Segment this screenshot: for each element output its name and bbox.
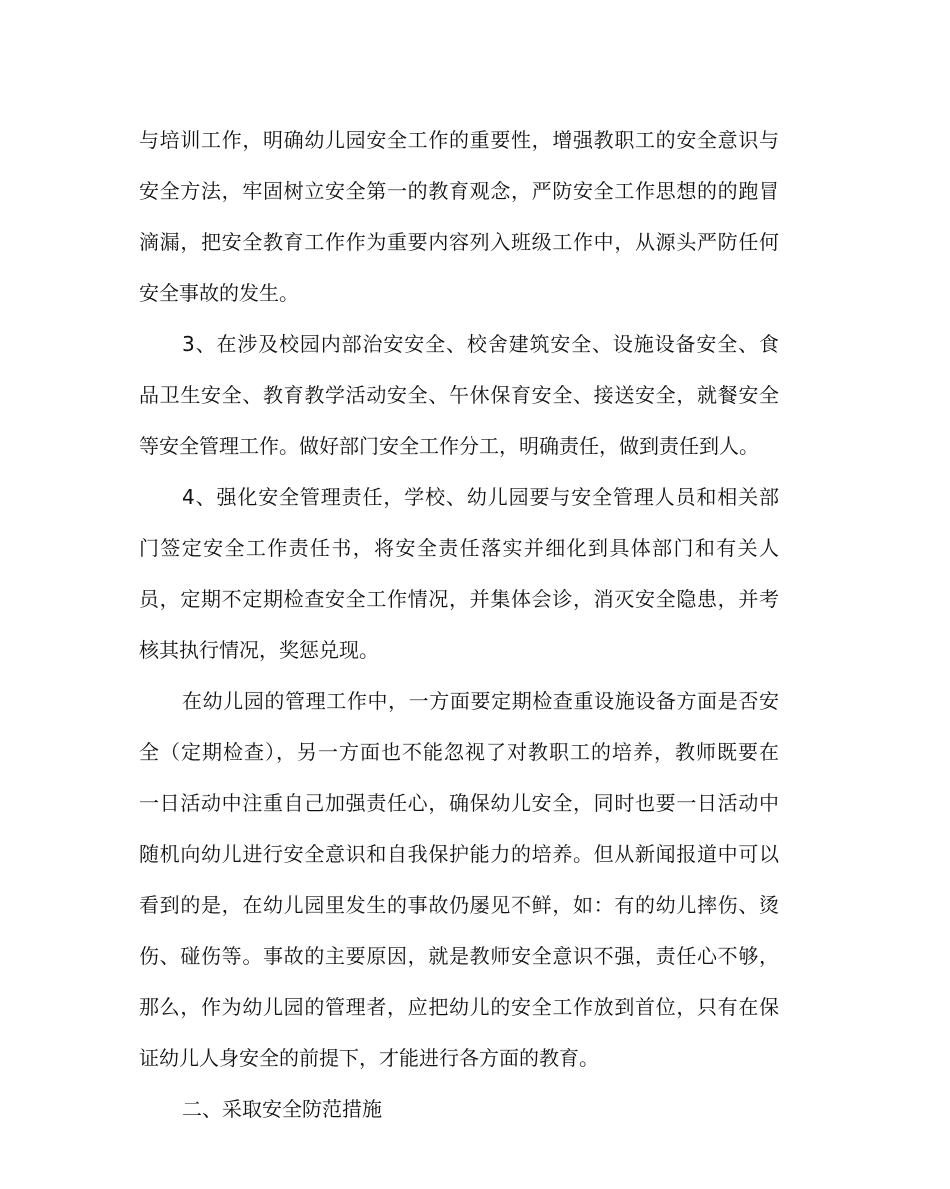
document-body	[139, 117, 779, 1137]
text-line: 与培训工作，明确幼儿园安全工作的重要性，增强教职工的安全意识与	[139, 128, 779, 152]
text-line: 员，定期不定期检查安全工作情况，并集体会诊，消灭安全隐患，并考	[139, 587, 779, 611]
text-line: 滴漏，把安全教育工作作为重要内容列入班级工作中，从源头严防任何	[139, 230, 779, 254]
text-line: 伤、碰伤等。事故的主要原因，就是教师安全意识不强，责任心不够，	[139, 944, 779, 968]
text-line: 安全方法，牢固树立安全第一的教育观念，严防安全工作思想的的跑冒	[139, 179, 779, 203]
text-line: 核其执行情况，奖惩兑现。	[139, 638, 379, 662]
text-line: 安全事故的发生。	[139, 281, 299, 305]
paragraph-2	[139, 321, 779, 474]
text-line: 那么，作为幼儿园的管理者，应把幼儿的安全工作放到首位，只有在保	[139, 995, 779, 1019]
text-line: 4、强化安全管理责任，学校、幼儿园要与安全管理人员和相关部	[182, 485, 779, 509]
section-heading: 二、采取安全防范措施	[182, 1097, 382, 1121]
text-line: 在幼儿园的管理工作中，一方面要定期检查重设施设备方面是否安	[182, 689, 779, 713]
paragraph-4	[139, 678, 779, 1086]
text-line: 品卫生安全、教育教学活动安全、午休保育安全、接送安全，就餐安全	[139, 383, 779, 407]
text-line: 随机向幼儿进行安全意识和自我保护能力的培养。但从新闻报道中可以	[139, 842, 779, 866]
text-line: 证幼儿人身安全的前提下，才能进行各方面的教育。	[139, 1046, 599, 1070]
text-line: 等安全管理工作。做好部门安全工作分工，明确责任，做到责任到人。	[139, 434, 759, 458]
text-line: 全（定期检查），另一方面也不能忽视了对教职工的培养，教师既要在	[139, 740, 779, 764]
paragraph-3	[139, 474, 779, 678]
text-line: 看到的是，在幼儿园里发生的事故仍屡见不鲜，如：有的幼儿摔伤、烫	[139, 893, 779, 917]
paragraph-1	[139, 117, 779, 321]
text-line: 3、在涉及校园内部治安安全、校舍建筑安全、设施设备安全、食	[182, 332, 779, 356]
paragraph-5	[139, 1086, 779, 1137]
text-line: 一日活动中注重自己加强责任心，确保幼儿安全，同时也要一日活动中	[139, 791, 779, 815]
text-line: 门签定安全工作责任书，将安全责任落实并细化到具体部门和有关人	[139, 536, 779, 560]
